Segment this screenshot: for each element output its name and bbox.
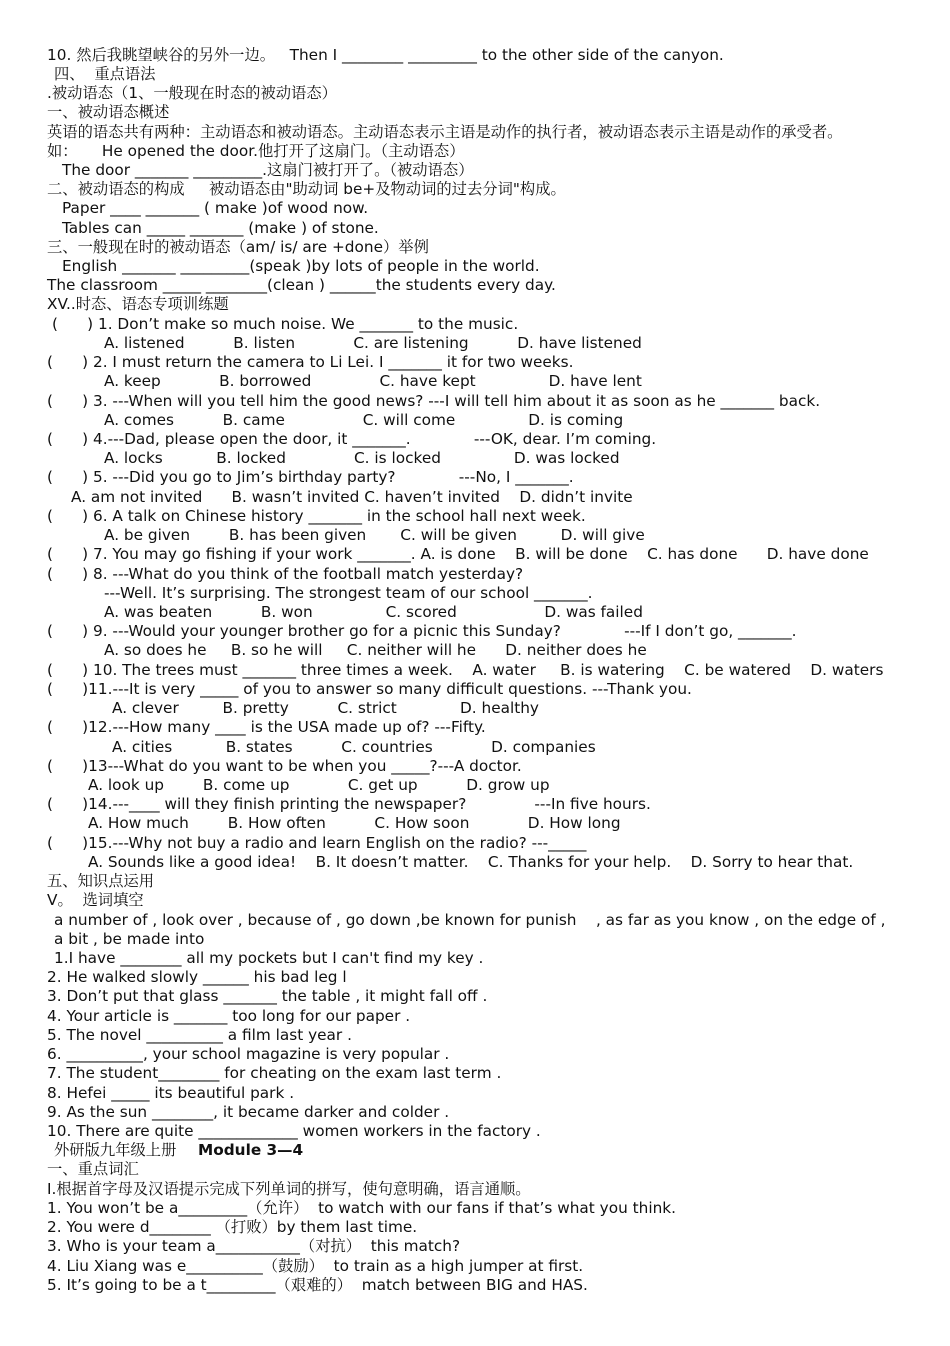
question-line: ( ) 9. ---Would your younger brother go for a picnic this Sunday? ---If I don’t go, _______. [47,622,797,640]
options-line: A. look up B. come up C. get up D. grow up [88,776,550,794]
question-line: 3. Who is your team a___________（对抗） this match? [47,1237,461,1255]
text-line: 10. 然后我眺望峡谷的另外一边。 Then I ________ _________ to the other side of the canyon. [47,46,724,64]
question-line: 6. __________, your school magazine is very popular . [47,1045,450,1063]
section-heading: 五、知识点运用 [47,872,155,890]
question-line: ( ) 3. ---When will you tell him the good news? ---I will tell him about it as soon as he _______ back. [47,392,821,410]
text-line: 如： He opened the door.他打开了这扇门。（主动语态） [47,142,465,160]
question-line: ( ) 8. ---What do you think of the football match yesterday? [47,565,524,583]
options-line: A. so does he B. so he will C. neither will he D. neither does he [104,641,647,659]
question-line: 3. Don’t put that glass _______ the table , it might fall off . [47,987,488,1005]
question-line: ( ) 4.---Dad, please open the door, it _______. ---OK, dear. I’m coming. [47,430,657,448]
text-line: The classroom _____ ________(clean ) ______the students every day. [47,276,556,294]
options-line: A. cities B. states C. countries D. companies [112,738,596,756]
question-line: ( )11.---It is very _____ of you to answer so many difficult questions. ---Thank you. [47,680,692,698]
question-line: 1.I have ________ all my pockets but I can't find my key . [54,949,484,967]
section-heading: XV..时态、语态专项训练题 [47,295,229,313]
options-line: A. locks B. locked C. is locked D. was locked [104,449,620,467]
text-line: The door _______ _________.这扇门被打开了。（被动语态） [62,161,474,179]
instruction-line: I.根据首字母及汉语提示完成下列单词的拼写，使句意明确，语言通顺。 [47,1180,531,1198]
question-line: 1. You won’t be a_________（允许） to watch with our fans if that’s what you think. [47,1199,676,1217]
options-line: A. clever B. pretty C. strict D. healthy [112,699,539,717]
options-line: A. be given B. has been given C. will be given D. will give [104,526,645,544]
question-line: 5. It’s going to be a t_________（艰难的） match between BIG and HAS. [47,1276,588,1294]
question-line: 2. You were d________ （打败）by them last time. [47,1218,418,1236]
question-line: 4. Liu Xiang was e__________（鼓励） to train as a high jumper at first. [47,1257,584,1275]
options-line: A. Sounds like a good idea! B. It doesn’t matter. C. Thanks for your help. D. Sorry to hear that. [88,853,854,871]
options-line: A. am not invited B. wasn’t invited C. haven’t invited D. didn’t invite [71,488,633,506]
section-heading: 二、被动语态的构成 被动语态由"助动词 be+及物动词的过去分词"构成。 [47,180,566,198]
options-line: A. How much B. How often C. How soon D. How long [88,814,621,832]
question-line: ( ) 1. Don’t make so much noise. We _______ to the music. [52,315,519,333]
question-line: 4. Your article is _______ too long for our paper . [47,1007,411,1025]
section-heading: 一、被动语态概述 [47,103,170,121]
section-heading: 一、重点词汇 [47,1160,139,1178]
question-line: 5. The novel __________ a film last year . [47,1026,352,1044]
question-line: ( )14.---____ will they finish printing the newspaper? ---In five hours. [47,795,651,813]
section-heading: V。 选词填空 [47,891,144,909]
question-line: ( ) 7. You may go fishing if your work _______. A. is done B. will be done C. has done D. have done [47,545,869,563]
question-line: ( )15.---Why not buy a radio and learn English on the radio? ---_____ [47,834,587,852]
text-line: 英语的语态共有两种：主动语态和被动语态。主动语态表示主语是动作的执行者，被动语态表示主语是动作的承受者。 [47,123,843,141]
question-line: ( ) 2. I must return the camera to Li Lei. I _______ it for two weeks. [47,353,574,371]
question-line: 8. Hefei _____ its beautiful park . [47,1084,295,1102]
question-line: ( )12.---How many ____ is the USA made up of? ---Fifty. [47,718,486,736]
module-heading-prefix: 外研版九年级上册 [54,1141,187,1159]
section-heading: 四、 重点语法 [54,65,156,83]
word-bank: a bit , be made into [54,930,205,948]
question-line: 10. There are quite _____________ women workers in the factory . [47,1122,541,1140]
module-heading: Module 3—4 [198,1141,304,1159]
text-line: ---Well. It’s surprising. The strongest team of our school _______. [104,584,593,602]
question-line: ( )13---What do you want to be when you _____?---A doctor. [47,757,522,775]
question-line: ( ) 6. A talk on Chinese history _______ in the school hall next week. [47,507,586,525]
options-line: A. comes B. came C. will come D. is coming [104,411,624,429]
word-bank: a number of , look over , because of , go down ,be known for punish , as far as you know , on the edge of , [54,911,886,929]
text-line: Tables can _____ _______ (make ) of stone. [62,219,379,237]
question-line: 7. The student________ for cheating on the exam last term . [47,1064,502,1082]
options-line: A. keep B. borrowed C. have kept D. have lent [104,372,642,390]
options-line: A. was beaten B. won C. scored D. was failed [104,603,643,621]
options-line: A. listened B. listen C. are listening D. have listened [104,334,642,352]
question-line: 2. He walked slowly ______ his bad leg l [47,968,347,986]
question-line: 9. As the sun ________, it became darker and colder . [47,1103,450,1121]
section-heading: 三、一般现在时的被动语态（am/ is/ are +done）举例 [47,238,429,256]
question-line: ( ) 10. The trees must _______ three times a week. A. water B. is watering C. be watered D. waters [47,661,884,679]
text-line: English _______ _________(speak )by lots of people in the world. [62,257,540,275]
text-line: Paper ____ _______ ( make )of wood now. [62,199,369,217]
text-line: .被动语态（1、一般现在时态的被动语态） [47,84,337,102]
question-line: ( ) 5. ---Did you go to Jim’s birthday party? ---No, I _______. [47,468,574,486]
